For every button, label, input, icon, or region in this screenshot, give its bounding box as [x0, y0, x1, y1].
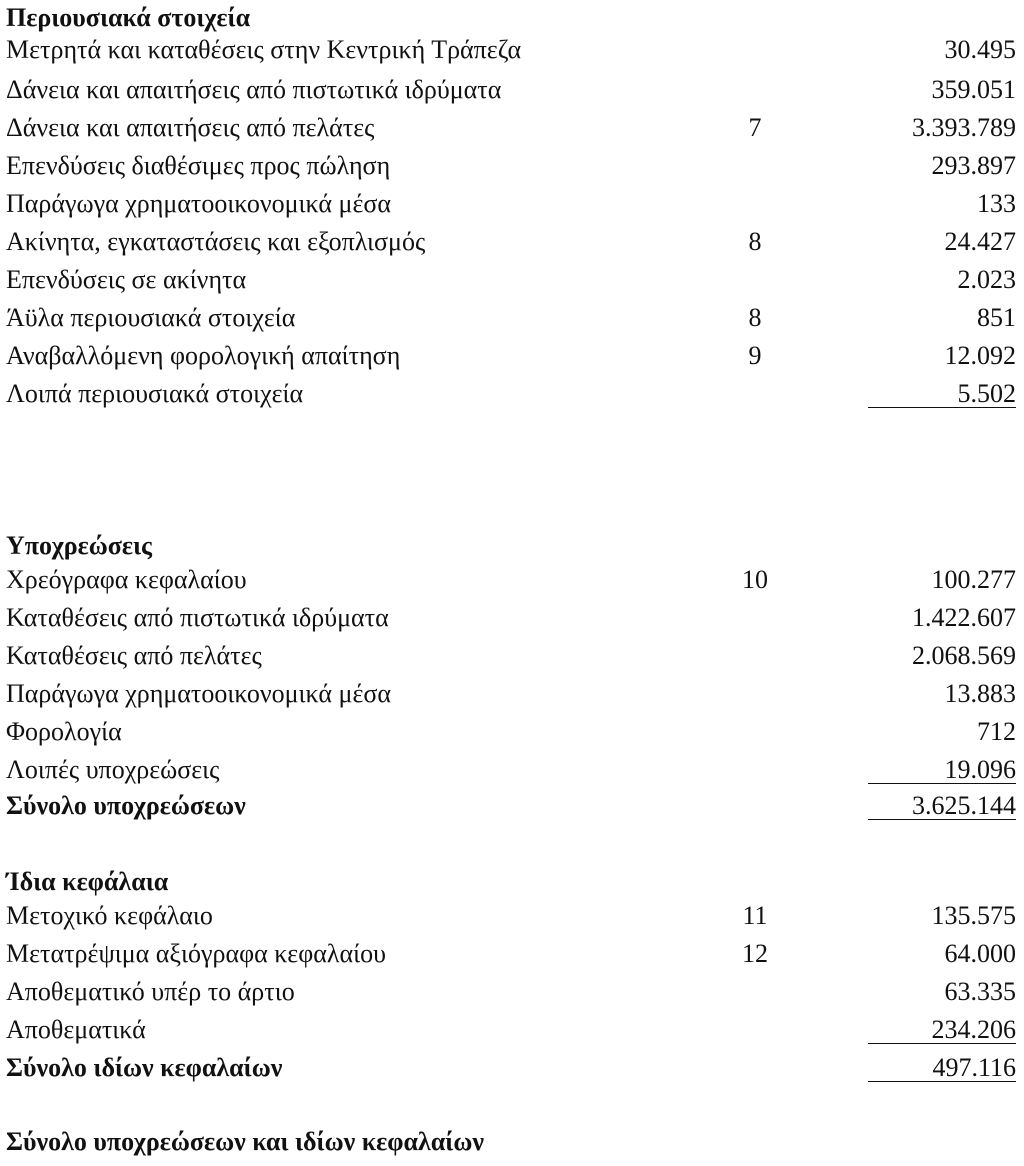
- row-amount: 359.051: [931, 75, 1016, 104]
- row-note: 10: [742, 565, 768, 594]
- asset-row-investment-property: [0, 262, 1024, 298]
- asset-row-deferred-tax: [0, 338, 1024, 374]
- row-note: 8: [748, 227, 762, 256]
- row-label: Επενδύσεις σε ακίνητα: [6, 265, 247, 294]
- row-amount: 712: [977, 717, 1016, 746]
- asset-row-other-assets: [0, 376, 1024, 412]
- row-note: 11: [742, 901, 768, 930]
- row-amount: 3.393.789: [912, 113, 1016, 142]
- row-label: Δάνεια και απαιτήσεις από πιστωτικά ιδρύματα: [6, 75, 502, 104]
- row-amount: 234.206: [932, 1012, 1017, 1048]
- liability-row-other-liabilities: [0, 752, 1024, 788]
- row-amount: 63.335: [944, 977, 1016, 1006]
- row-label: Καταθέσεις από πελάτες: [6, 641, 262, 670]
- row-amount: 19.096: [945, 752, 1017, 788]
- row-amount: 1.422.607: [912, 603, 1016, 632]
- row-amount: 30.495: [944, 35, 1016, 64]
- row-amount: 135.575: [931, 901, 1016, 930]
- asset-row-loans-customers: [0, 110, 1024, 146]
- row-label: Ακίνητα, εγκαταστάσεις και εξοπλισμός: [6, 227, 426, 256]
- row-label: Μετοχικό κεφάλαιο: [6, 901, 213, 930]
- liability-row-debt-securities: [0, 562, 1024, 598]
- liability-row-taxation: [0, 714, 1024, 750]
- row-amount: 851: [977, 303, 1016, 332]
- liabilities-total-row: [0, 788, 1024, 824]
- equity-row-convertible-securities: [0, 936, 1024, 972]
- grand-total-label: Σύνολο υποχρεώσεων και ιδίων κεφαλαίων: [6, 1127, 484, 1156]
- total-label: Σύνολο ιδίων κεφαλαίων: [6, 1053, 283, 1082]
- row-label: Αναβαλλόμενη φορολογική απαίτηση: [6, 341, 401, 370]
- row-amount: 24.427: [944, 227, 1016, 256]
- row-label: Επενδύσεις διαθέσιμες προς πώληση: [6, 151, 391, 180]
- row-label: Λοιπές υποχρεώσεις: [6, 755, 220, 784]
- assets-heading: Περιουσιακά στοιχεία: [6, 3, 251, 32]
- row-label: Άϋλα περιουσιακά στοιχεία: [6, 303, 296, 332]
- liability-row-bank-deposits: [0, 600, 1024, 636]
- equity-row-share-capital: [0, 898, 1024, 934]
- row-label: Μετατρέψιμα αξιόγραφα κεφαλαίου: [6, 939, 386, 968]
- row-amount: 100.277: [931, 565, 1016, 594]
- row-amount: 2.023: [957, 265, 1016, 294]
- equity-row-share-premium: [0, 974, 1024, 1010]
- liability-row-derivatives: [0, 676, 1024, 712]
- row-label: Μετρητά και καταθέσεις στην Κεντρική Τράπεζα: [6, 35, 522, 64]
- row-label: Δάνεια και απαιτήσεις από πελάτες: [6, 113, 375, 142]
- row-note: 8: [748, 303, 762, 332]
- row-label: Παράγωγα χρηματοοικονομικά μέσα: [6, 679, 392, 708]
- row-label: Λοιπά περιουσιακά στοιχεία: [6, 379, 304, 408]
- asset-row-loans-banks: [0, 72, 1024, 108]
- row-amount: 5.502: [958, 376, 1017, 412]
- liabilities-heading: Υποχρεώσεις: [6, 531, 153, 560]
- row-note: 7: [748, 113, 762, 142]
- row-label: Φορολογία: [6, 717, 122, 746]
- row-note: 9: [748, 341, 762, 370]
- total-label: Σύνολο υποχρεώσεων: [6, 791, 246, 820]
- row-amount: 64.000: [944, 939, 1016, 968]
- row-amount: 2.068.569: [912, 641, 1016, 670]
- equity-heading: Ίδια κεφάλαια: [6, 867, 169, 896]
- asset-row-cash: [0, 32, 1024, 68]
- equity-row-reserves: [0, 1012, 1024, 1048]
- row-amount: 12.092: [944, 341, 1016, 370]
- row-amount: 133: [977, 189, 1016, 218]
- total-amount: 3.625.144: [912, 788, 1016, 824]
- row-label: Καταθέσεις από πιστωτικά ιδρύματα: [6, 603, 389, 632]
- row-amount: 13.883: [944, 679, 1016, 708]
- asset-row-property-equipment: [0, 224, 1024, 260]
- row-amount: 293.897: [931, 151, 1016, 180]
- row-label: Χρεόγραφα κεφαλαίου: [6, 565, 247, 594]
- equity-total-row: [0, 1050, 1024, 1086]
- asset-row-derivatives: [0, 186, 1024, 222]
- asset-row-afs-investments: [0, 148, 1024, 184]
- total-amount: 497.116: [932, 1050, 1016, 1086]
- liability-row-customer-deposits: [0, 638, 1024, 674]
- row-label: Αποθεματικά: [6, 1015, 146, 1044]
- row-label: Αποθεματικό υπέρ το άρτιο: [6, 977, 295, 1006]
- asset-row-intangibles: [0, 300, 1024, 336]
- row-note: 12: [742, 939, 768, 968]
- row-label: Παράγωγα χρηματοοικονομικά μέσα: [6, 189, 392, 218]
